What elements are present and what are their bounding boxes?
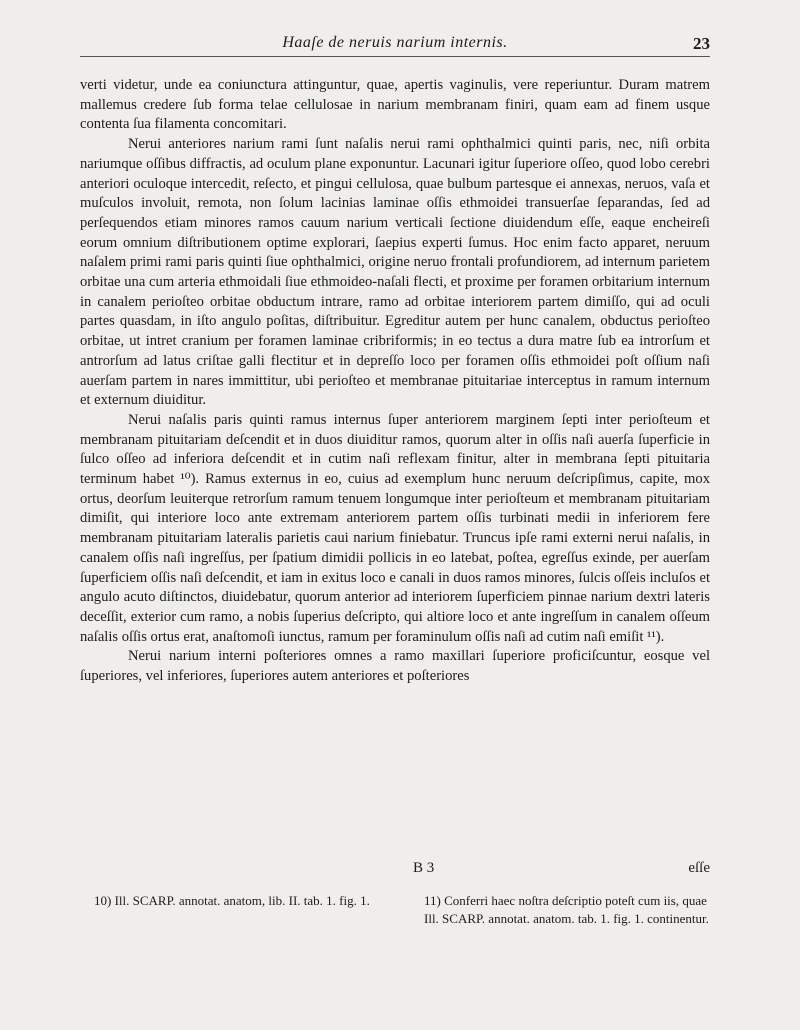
catchword: eſſe	[688, 860, 710, 876]
footnote-11: 11) Conferri haec noſtra deſcriptio poteſt cum iis, quae Ill. SCARP. annotat. anatom. tab. 1. fig. 1. continentur.	[424, 893, 709, 926]
signature-mark: B 3	[413, 860, 435, 876]
running-title: Haaſe de neruis narium internis.	[282, 34, 508, 51]
page-header	[80, 34, 710, 57]
paragraph: Nerui naſalis paris quinti ramus internus ſuper anteriorem marginem ſepti inter perioſteum et membranam pituitariam deſcendit et in duos diuiditur ramos, quorum alter in oſſis naſi auerſa ſuperficie in ſulco oſſeo ad inferiora deſcendit et in cutim naſi reflexam finitur, alter in membrana ſepti pituitaria terminum habet ¹⁰). Ramus externus in eo, cuius ad exemplum hunc neruum deſcripſimus, capite, mox ortus, deorſum leuiterque retrorſum ramum tenuem longumque inter perioſteum et membranam pituitariam dimiſit, qui interiore loco ante extremam anteriorem partem oſſis turbinati medii in inferiorem fere membranam pituitariam lateralis parietis caui narium finiebatur. Truncus ipſe rami externi nerui naſalis, in canalem oſſis naſi ingreſſus, per ſpatium dimidii pollicis in eo latebat, poſtea, egreſſus exinde, per auerſam ſuperficiem oſſis naſi deſcendit, et iam in exitus loco e canali in duos ramos minores, ſulcis oſſeis incluſos et angulo acuto diſtinctos, diuidebatur, quorum anterior ad interiorem ſuperficiem pinnae narium dextri lateris deceſſit, exterior cum ramo, a nobis ſuperius deſcripto, qui altiore loco et ante ingreſſum in canalem oſſeum naſalis oſſis ortus erat, anaſtomoſi iunctus, ramum per foraminulum oſſis naſi ad cutim naſi emiſit ¹¹).	[80, 411, 710, 645]
paragraph: Nerui anteriores narium rami ſunt naſalis nerui rami ophthalmici quinti paris, nec, niſi orbita nariumque oſſibus diffractis, ad oculum plane exponuntur. Lacunari igitur ſuperiore oſſeo, quod lobo cerebri anteriori oculoque intercedit, reſecto, et pingui cellulosa, quae bulbum partesque ei annexas, neruos, vaſa et muſculos involuit, remota, non ſolum lacinias laminae oſſis ethmoidei transuerſae ſeparandas, ſed ad perſequendos etiam minores ramos cauum narium verticali ſectione diuidendum eſſe, eaque encheireſi eorum omnium diſtributionem optime explorari, ſaepius experti ſumus. Hoc enim facto apparet, neruum naſalem primi rami paris quinti ſiue ophthalmici, origine neruo frontali profundiorem, ad internum parietem orbitae una cum arteria ethmoidali ſiue ethmoideo-naſali flecti, et proxime per foramen orbitarium internum in canalem perioſteo orbitae obductum intrare, ramo ad orbitae interiorem partem dimiſſo, qui ad oculi partes quasdam, in iſto angulo poſitas, diſtribuitur. Egreditur autem per hunc canalem, obductus perioſteo orbitae, ut intret cranium per foramen laminae cribriformis; in eo tectus a dura matre ſub ea introrſum et antrorſum ad latus criſtae galli flectitur et in depreſſo loco per foramen oſſis ethmoidei poſt oſſium naſi auerſam partem in nares immittitur, ubi perioſteo et membranae pituitariae interceptus in ramum internum et externum diuiditur.	[80, 136, 710, 409]
paragraph: verti videtur, unde ea coniunctura attinguntur, quae, apertis vaginulis, vere reperiuntur. Duram matrem mallemus credere ſub forma telae cellulosae in narium membranam finiri, quam eam ad finem usque contenta ſua filamenta concomitari.	[80, 77, 710, 133]
body-text	[80, 76, 710, 687]
page-number: 23	[693, 34, 710, 53]
signature-row	[80, 860, 710, 880]
paragraph: Nerui narium interni poſteriores omnes a ramo maxillari ſuperiore proficiſcuntur, eosque vel ſuperiores, vel inferiores, ſuperiores autem anteriores et poſteriores	[80, 648, 710, 685]
footnote-10: 10) Ill. SCARP. annotat. anatom, lib. II. tab. 1. fig. 1.	[94, 893, 370, 908]
